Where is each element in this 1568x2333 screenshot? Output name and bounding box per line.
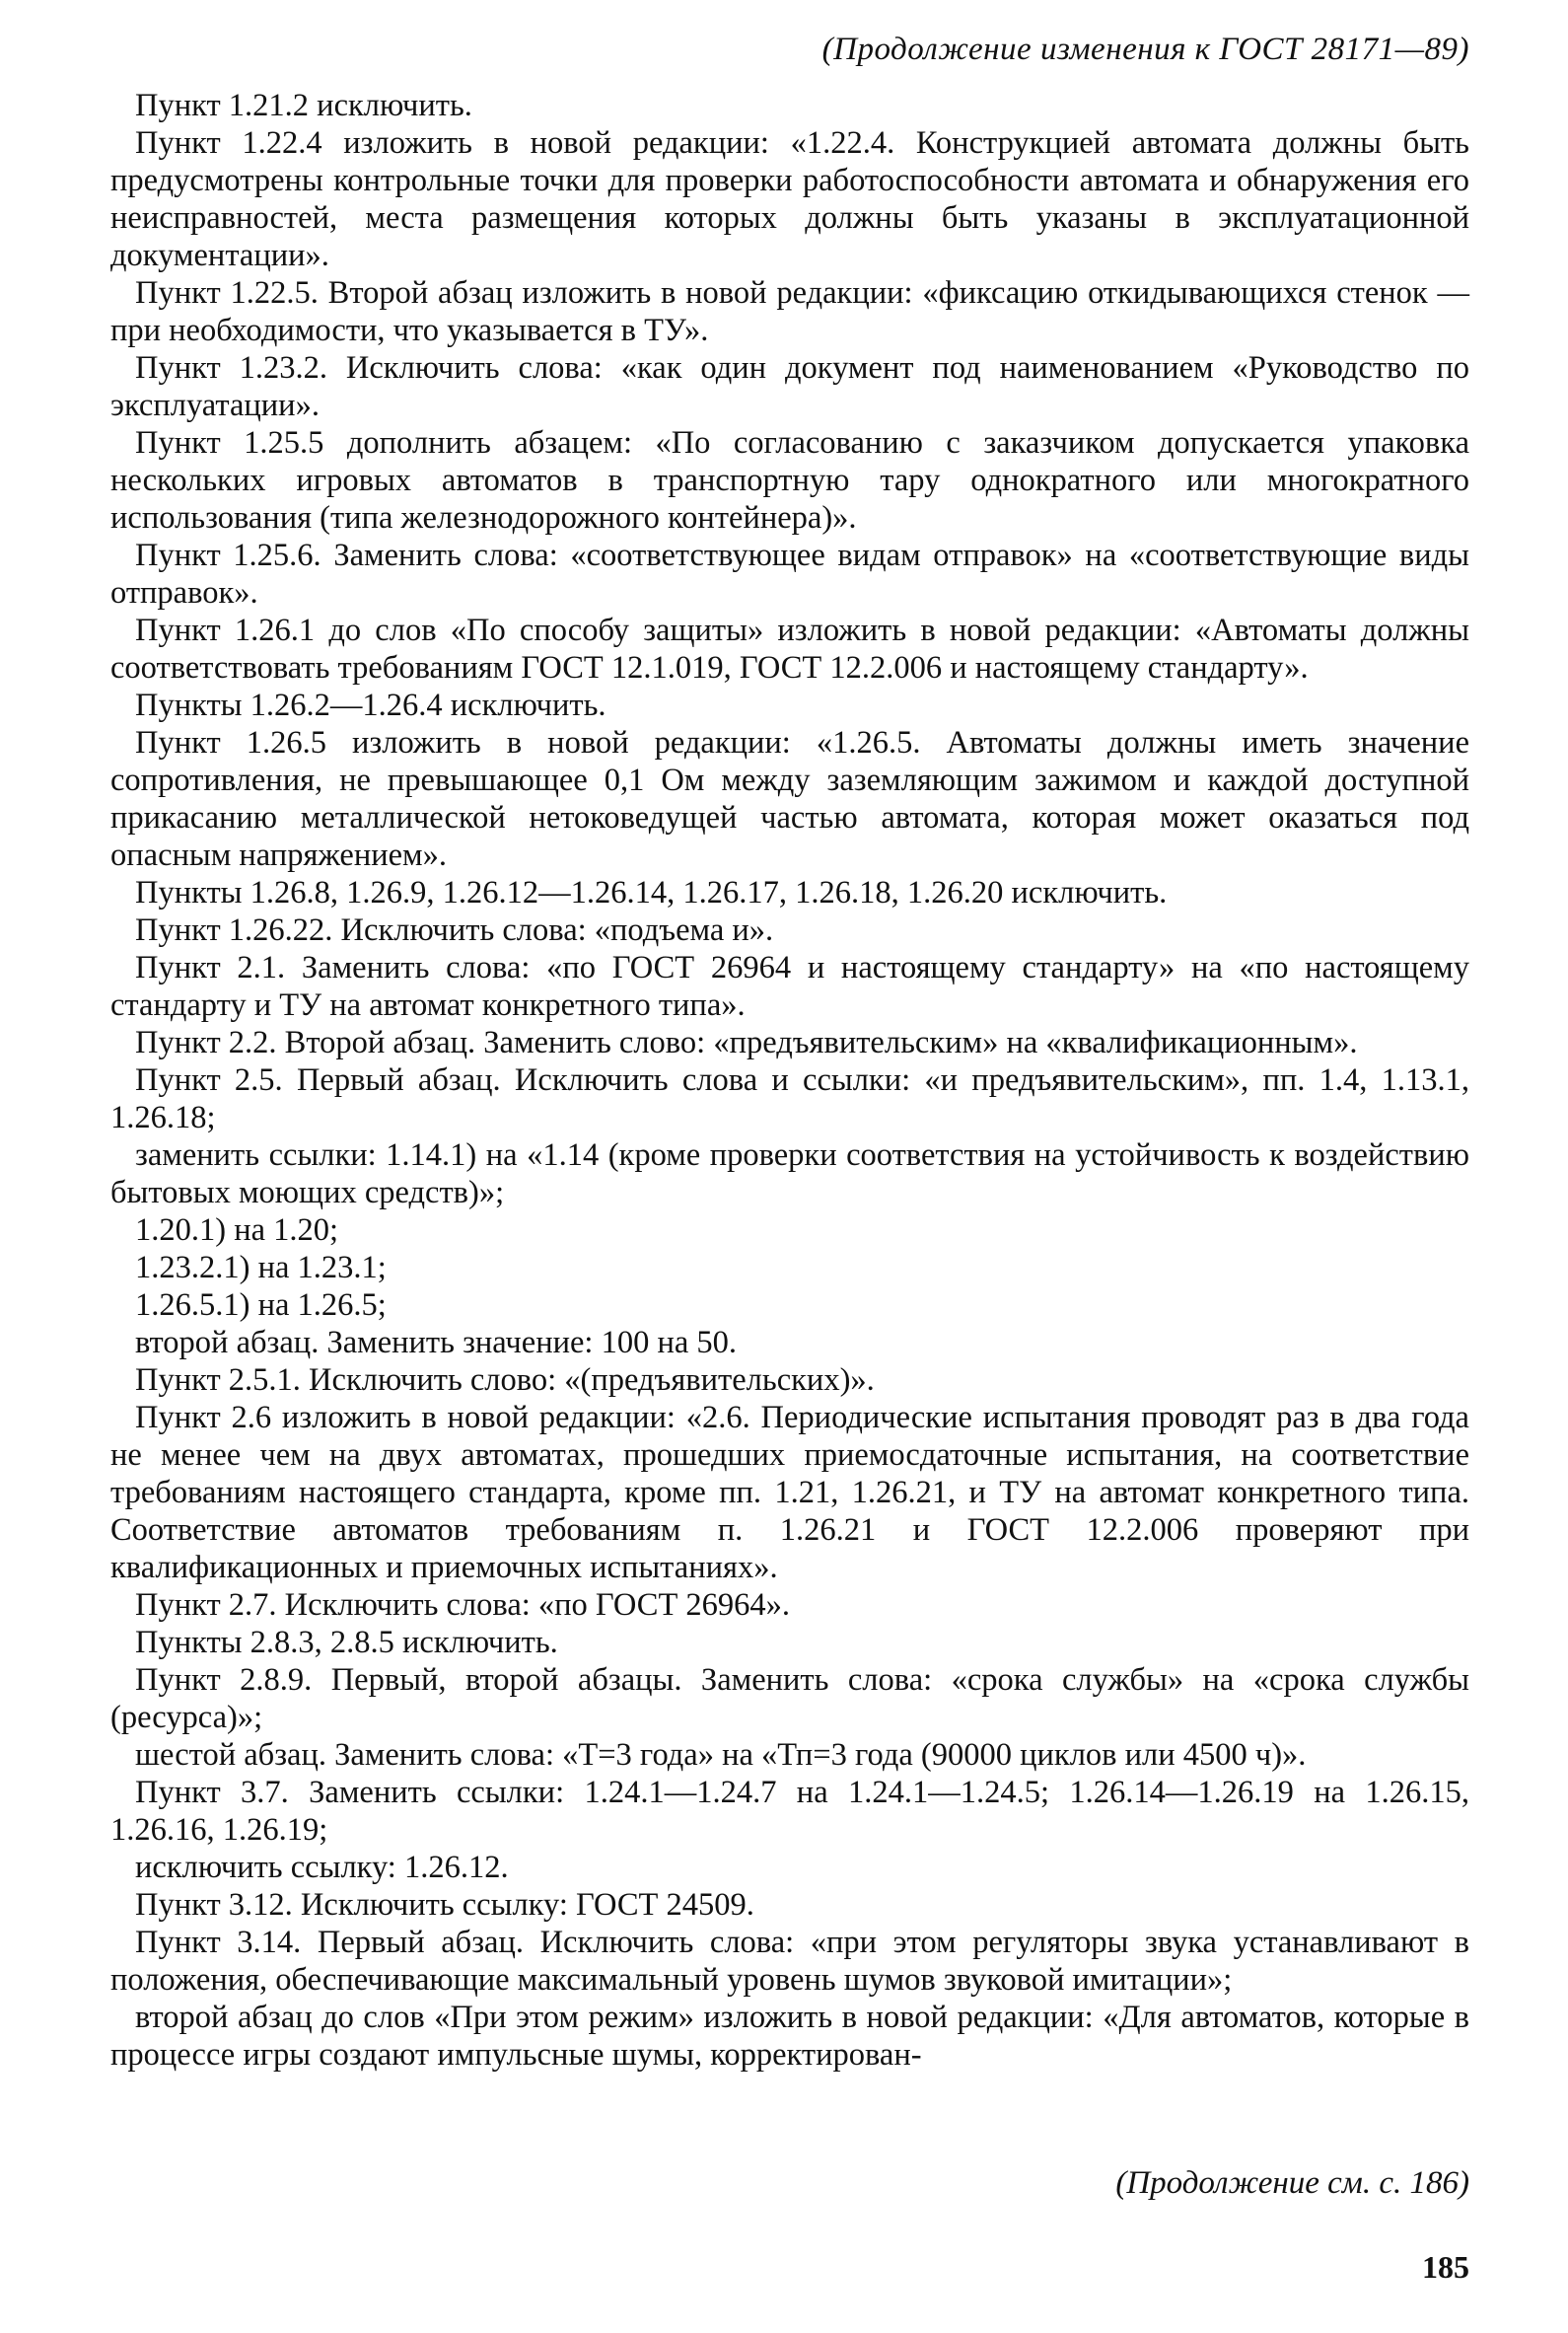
paragraph: Пункт 1.22.4 изложить в новой редакции: «1.22.4. Конструкцией автомата должны быть предусмотрены контрольные точки для проверки работоспособности автомата и обнаружения его неисправностей, места размещения которых должны быть указаны в эксплуатационной документации». xyxy=(110,125,1469,273)
paragraph: Пункт 1.22.5. Второй абзац изложить в новой редакции: «фиксацию откидывающихся стенок — при необходимости, что указывается в ТУ». xyxy=(110,275,1469,348)
paragraph: Пункты 1.26.8, 1.26.9, 1.26.12—1.26.14, 1.26.17, 1.26.18, 1.26.20 исключить. xyxy=(135,875,1168,911)
paragraph: шестой абзац. Заменить слова: «Т=3 года» на «Тп=3 года (90000 циклов или 4500 ч)». xyxy=(135,1737,1307,1773)
paragraph: 1.23.2.1) на 1.23.1; xyxy=(135,1250,387,1285)
paragraph: Пункт 1.23.2. Исключить слова: «как один документ под наименованием «Руководство по эксплуатации». xyxy=(110,350,1469,423)
paragraph: Пункт 1.25.6. Заменить слова: «соответствующее видам отправок» на «соответствующие виды отправок». xyxy=(110,538,1469,611)
paragraph: Пункт 3.7. Заменить ссылки: 1.24.1—1.24.7 на 1.24.1—1.24.5; 1.26.14—1.26.19 на 1.26.15, 1.26.16, 1.26.19; xyxy=(110,1775,1469,1848)
paragraph: Пункт 2.5. Первый абзац. Исключить слова и ссылки: «и предъявительским», пп. 1.4, 1.13.1, 1.26.18; xyxy=(110,1062,1469,1135)
paragraph: 1.20.1) на 1.20; xyxy=(135,1212,339,1248)
paragraph: Пункт 3.14. Первый абзац. Исключить слова: «при этом регуляторы звука устанавливают в положения, обеспечивающие максимальный уровень шумов звуковой имитации»; xyxy=(110,1925,1469,1998)
paragraph: второй абзац. Заменить значение: 100 на 50. xyxy=(135,1325,738,1360)
paragraph: Пункт 2.6 изложить в новой редакции: «2.6. Периодические испытания проводят раз в два года не менее чем на двух автоматах, прошедших приемосдаточные испытания, на соответствие требованиям настоящего стандарта, кроме пп. 1.21, 1.26.21, и ТУ на автомат конкретного типа. Соответствие автоматов требованиям п. 1.26.21 и ГОСТ 12.2.006 проверяют при квалификационных и приемочных испытаниях». xyxy=(110,1400,1469,1585)
running-header: (Продолжение изменения к ГОСТ 28171—89) xyxy=(821,32,1469,67)
paragraph: Пункт 2.8.9. Первый, второй абзацы. Заменить слова: «срока службы» на «срока службы (ресурса)»; xyxy=(110,1662,1469,1735)
paragraph: 1.26.5.1) на 1.26.5; xyxy=(135,1287,387,1323)
document-body xyxy=(110,87,1469,2074)
paragraph: Пункт 1.25.5 дополнить абзацем: «По согласованию с заказчиком допускается упаковка нескольких игровых автоматов в транспортную тару однократного или многократного использования (типа железнодорожного контейнера)». xyxy=(110,425,1469,536)
paragraph: второй абзац до слов «При этом режим» изложить в новой редакции: «Для автоматов, которые в процессе игры создают импульсные шумы, корректирован- xyxy=(110,2000,1469,2073)
paragraph: Пункт 1.26.5 изложить в новой редакции: «1.26.5. Автоматы должны иметь значение сопротивления, не превышающее 0,1 Ом между заземляющим зажимом и каждой доступной прикасанию металлической нетоковедущей частью автомата, которая может оказаться под опасным напряжением». xyxy=(110,725,1469,873)
paragraph: Пункт 2.7. Исключить слова: «по ГОСТ 26964». xyxy=(135,1587,791,1623)
page-number: 185 xyxy=(1422,2249,1469,2285)
paragraph: Пункт 1.26.1 до слов «По способу защиты» изложить в новой редакции: «Автоматы должны соответствовать требованиям ГОСТ 12.1.019, ГОСТ 12.2.006 и настоящему стандарту». xyxy=(110,613,1469,686)
paragraph: заменить ссылки: 1.14.1) на «1.14 (кроме проверки соответствия на устойчивость к воздействию бытовых моющих средств)»; xyxy=(110,1137,1469,1210)
paragraph: исключить ссылку: 1.26.12. xyxy=(135,1850,509,1885)
paragraph: Пункт 3.12. Исключить ссылку: ГОСТ 24509. xyxy=(135,1887,754,1923)
continuation-note: (Продолжение см. с. 186) xyxy=(1115,2165,1469,2201)
paragraph: Пункт 1.21.2 исключить. xyxy=(135,88,472,123)
paragraph: Пункты 2.8.3, 2.8.5 исключить. xyxy=(135,1625,558,1660)
paragraph: Пункт 2.1. Заменить слова: «по ГОСТ 26964 и настоящему стандарту» на «по настоящему стандарту и ТУ на автомат конкретного типа». xyxy=(110,950,1469,1023)
paragraph: Пункт 2.5.1. Исключить слово: «(предъявительских)». xyxy=(135,1362,875,1398)
paragraph: Пункт 2.2. Второй абзац. Заменить слово: «предъявительским» на «квалификационным». xyxy=(135,1025,1358,1060)
paragraph: Пункт 1.26.22. Исключить слова: «подъема и». xyxy=(135,912,774,948)
paragraph: Пункты 1.26.2—1.26.4 исключить. xyxy=(135,688,606,723)
